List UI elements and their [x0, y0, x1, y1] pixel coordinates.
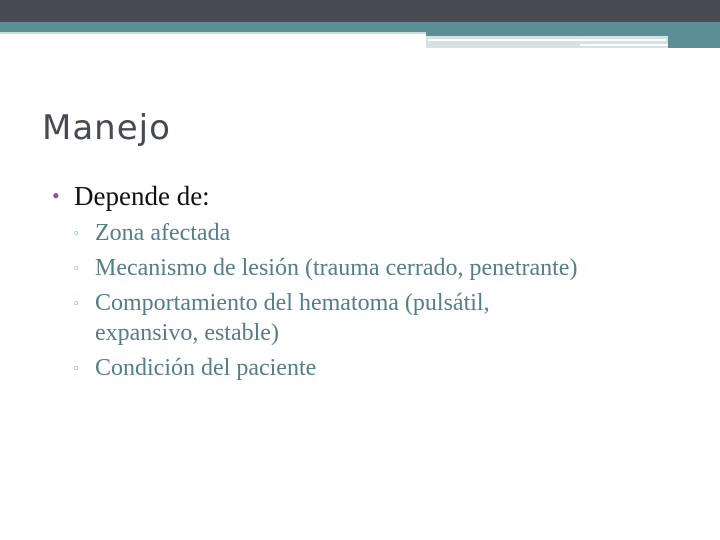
- header-stripe-2: [580, 44, 670, 46]
- square-bullet-icon: ▫: [74, 360, 79, 375]
- sub-item: [74, 288, 672, 348]
- square-bullet-icon: ▫: [74, 295, 79, 310]
- sub-item: [74, 253, 672, 283]
- sub-list: [52, 218, 672, 383]
- header-band-teal: [0, 22, 720, 32]
- sub-item: [74, 218, 672, 248]
- header-block-right: [668, 22, 720, 48]
- slide-title: Manejo: [42, 108, 171, 148]
- square-bullet-icon: ▫: [74, 225, 79, 240]
- sub-item-text: Condición del paciente: [95, 355, 317, 381]
- main-bullet-text: Depende de:: [74, 181, 210, 211]
- sub-item-text: Comportamiento del hematoma (pulsátil, expansivo, estable): [95, 290, 490, 346]
- sub-item-text: Zona afectada: [95, 220, 231, 246]
- bullet-dot-icon: •: [52, 183, 60, 208]
- main-bullet: [52, 180, 672, 212]
- square-bullet-icon: ▫: [74, 260, 79, 275]
- header-band-dark: [0, 0, 720, 22]
- header-stripe-1: [428, 39, 666, 41]
- sub-item-text: Mecanismo de lesión (trauma cerrado, penetrante): [95, 255, 578, 281]
- slide-content: [52, 180, 672, 388]
- sub-item: [74, 353, 672, 383]
